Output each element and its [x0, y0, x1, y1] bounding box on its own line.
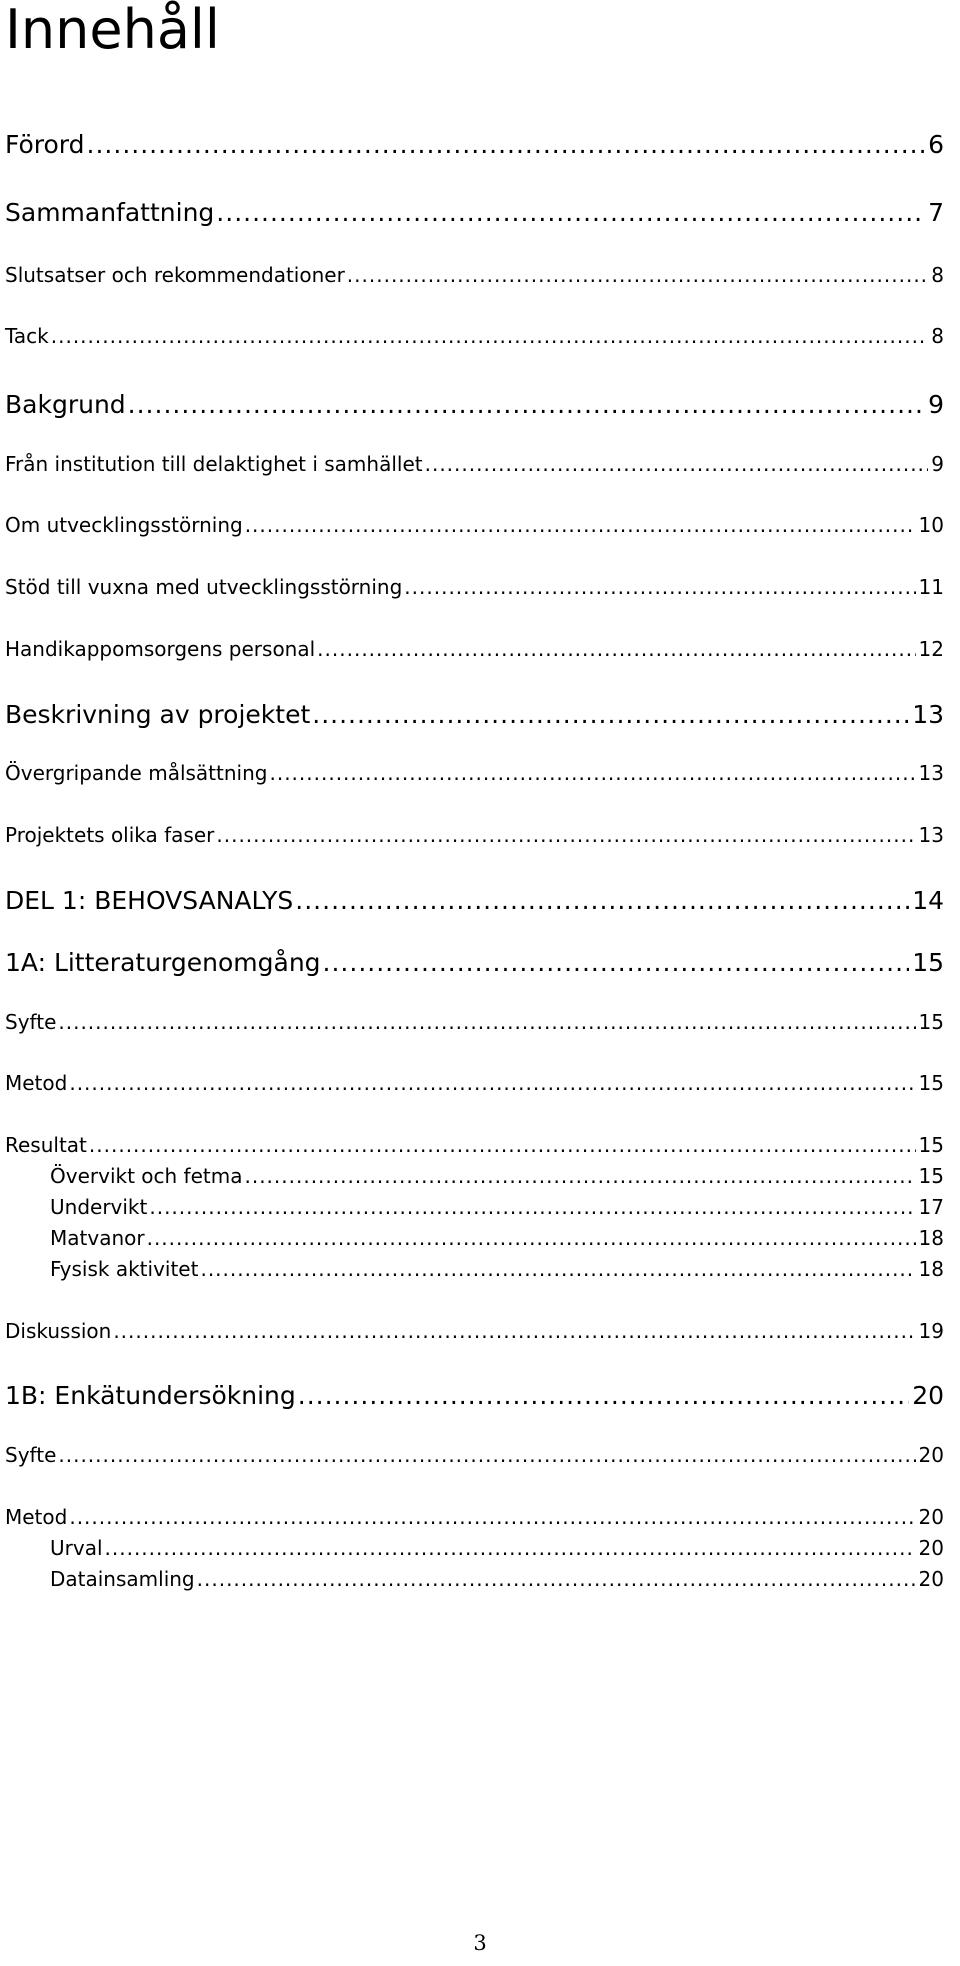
dot-leader [105, 1536, 916, 1560]
dot-leader [323, 948, 910, 978]
toc-entry-page: 20 [918, 1536, 944, 1560]
toc-entry[interactable] [50, 1567, 944, 1591]
dot-leader [87, 130, 926, 160]
toc-entry[interactable] [5, 513, 944, 537]
toc-entry-label: Övergripande målsättning [5, 761, 268, 785]
dot-leader [317, 637, 915, 661]
toc-entry-label: Fysisk aktivitet [50, 1257, 199, 1281]
dot-leader [200, 1257, 915, 1281]
toc-entry[interactable] [5, 637, 944, 661]
toc-entry-page: 13 [912, 700, 944, 729]
toc-entry-page: 9 [928, 390, 944, 419]
dot-leader [216, 823, 915, 847]
toc-entry-page: 13 [918, 761, 944, 785]
page-number: 3 [473, 1931, 487, 1955]
toc-entry-page: 7 [928, 198, 944, 227]
toc-entry[interactable] [5, 700, 944, 730]
toc-entry-page: 13 [918, 823, 944, 847]
toc-entry[interactable] [5, 886, 944, 916]
toc-entry[interactable] [5, 1443, 944, 1467]
toc-entry-page: 14 [912, 886, 944, 915]
toc-entry[interactable] [5, 263, 944, 287]
dot-leader [58, 1010, 915, 1034]
toc-entry[interactable] [50, 1257, 944, 1281]
toc-entry-label: Övervikt och fetma [50, 1164, 243, 1188]
dot-leader [425, 452, 929, 476]
toc-entry[interactable] [50, 1195, 944, 1219]
toc-entry[interactable] [5, 761, 944, 785]
dot-leader [69, 1505, 915, 1529]
toc-entry-page: 20 [918, 1567, 944, 1591]
toc-entry[interactable] [5, 130, 944, 160]
toc-entry[interactable] [5, 1133, 944, 1157]
toc-entry-label: 1B: Enkätundersökning [5, 1381, 296, 1410]
toc-entry-label: Resultat [5, 1133, 87, 1157]
toc-entry-label: Förord [5, 130, 85, 159]
toc-entry-label: Matvanor [50, 1226, 145, 1250]
toc-entry-label: Om utvecklingsstörning [5, 513, 243, 537]
dot-leader [147, 1226, 916, 1250]
toc-entry-label: Från institution till delaktighet i samhället [5, 452, 423, 476]
dot-leader [269, 761, 915, 785]
page-title: Innehåll [5, 0, 220, 61]
toc-entry-page: 12 [918, 637, 944, 661]
toc-entry[interactable] [50, 1226, 944, 1250]
toc-entry-page: 19 [918, 1319, 944, 1343]
toc-entry-label: Syfte [5, 1010, 57, 1034]
toc-entry-label: Urval [50, 1536, 103, 1560]
toc-entry-page: 10 [918, 513, 944, 537]
toc-entry[interactable] [5, 324, 944, 348]
toc-entry-label: 1A: Litteraturgenomgång [5, 948, 321, 977]
toc-entry-page: 15 [918, 1133, 944, 1157]
toc-entry-page: 17 [918, 1195, 944, 1219]
dot-leader [298, 1381, 909, 1411]
dot-leader [404, 575, 915, 599]
dot-leader [89, 1133, 916, 1157]
toc-entry[interactable] [5, 575, 944, 599]
toc-entry[interactable] [50, 1164, 944, 1188]
toc-entry-page: 15 [912, 948, 944, 977]
toc-entry[interactable] [5, 1505, 944, 1529]
dot-leader [149, 1195, 915, 1219]
toc-entry-page: 11 [918, 575, 944, 599]
toc-entry-label: Handikappomsorgens personal [5, 637, 316, 661]
toc-entry-label: Slutsatser och rekommendationer [5, 263, 345, 287]
toc-entry-label: Datainsamling [50, 1567, 195, 1591]
toc-entry-page: 8 [931, 324, 944, 348]
toc-entry-label: Sammanfattning [5, 198, 215, 227]
dot-leader [245, 513, 916, 537]
toc-entry[interactable] [5, 1381, 944, 1411]
dot-leader [51, 324, 929, 348]
toc-entry-page: 20 [912, 1381, 944, 1410]
toc-entry-page: 15 [918, 1010, 944, 1034]
dot-leader [113, 1319, 915, 1343]
dot-leader [58, 1443, 915, 1467]
dot-leader [197, 1567, 916, 1591]
toc-entry[interactable] [5, 198, 944, 228]
toc-entry[interactable] [5, 948, 944, 978]
dot-leader [347, 263, 928, 287]
toc-entry[interactable] [5, 1319, 944, 1343]
toc-entry[interactable] [5, 1071, 944, 1095]
toc-entry-page: 6 [928, 130, 944, 159]
toc-entry-label: DEL 1: BEHOVSANALYS [5, 886, 294, 915]
toc-entry-page: 8 [931, 263, 944, 287]
dot-leader [216, 198, 925, 228]
toc-entry[interactable] [50, 1536, 944, 1560]
toc-entry-label: Stöd till vuxna med utvecklingsstörning [5, 575, 403, 599]
toc-entry-page: 20 [918, 1443, 944, 1467]
dot-leader [295, 886, 909, 916]
toc-entry-label: Beskrivning av projektet [5, 700, 311, 729]
toc-entry[interactable] [5, 1010, 944, 1034]
toc-entry[interactable] [5, 823, 944, 847]
toc-entry-label: Tack [5, 324, 49, 348]
dot-leader [244, 1164, 915, 1188]
toc-entry-label: Diskussion [5, 1319, 112, 1343]
toc-entry[interactable] [5, 390, 944, 420]
toc-entry-page: 15 [918, 1071, 944, 1095]
toc-entry-page: 18 [918, 1226, 944, 1250]
toc-entry-label: Metod [5, 1071, 68, 1095]
toc-entry-label: Projektets olika faser [5, 823, 215, 847]
dot-leader [69, 1071, 915, 1095]
toc-entry[interactable] [5, 452, 944, 476]
toc-entry-page: 18 [918, 1257, 944, 1281]
dot-leader [128, 390, 925, 420]
toc-entry-page: 20 [918, 1505, 944, 1529]
toc-entry-label: Metod [5, 1505, 68, 1529]
toc-entry-label: Bakgrund [5, 390, 126, 419]
toc-entry-label: Undervikt [50, 1195, 148, 1219]
dot-leader [312, 700, 909, 730]
toc-entry-page: 9 [931, 452, 944, 476]
toc-entry-page: 15 [918, 1164, 944, 1188]
toc-entry-label: Syfte [5, 1443, 57, 1467]
